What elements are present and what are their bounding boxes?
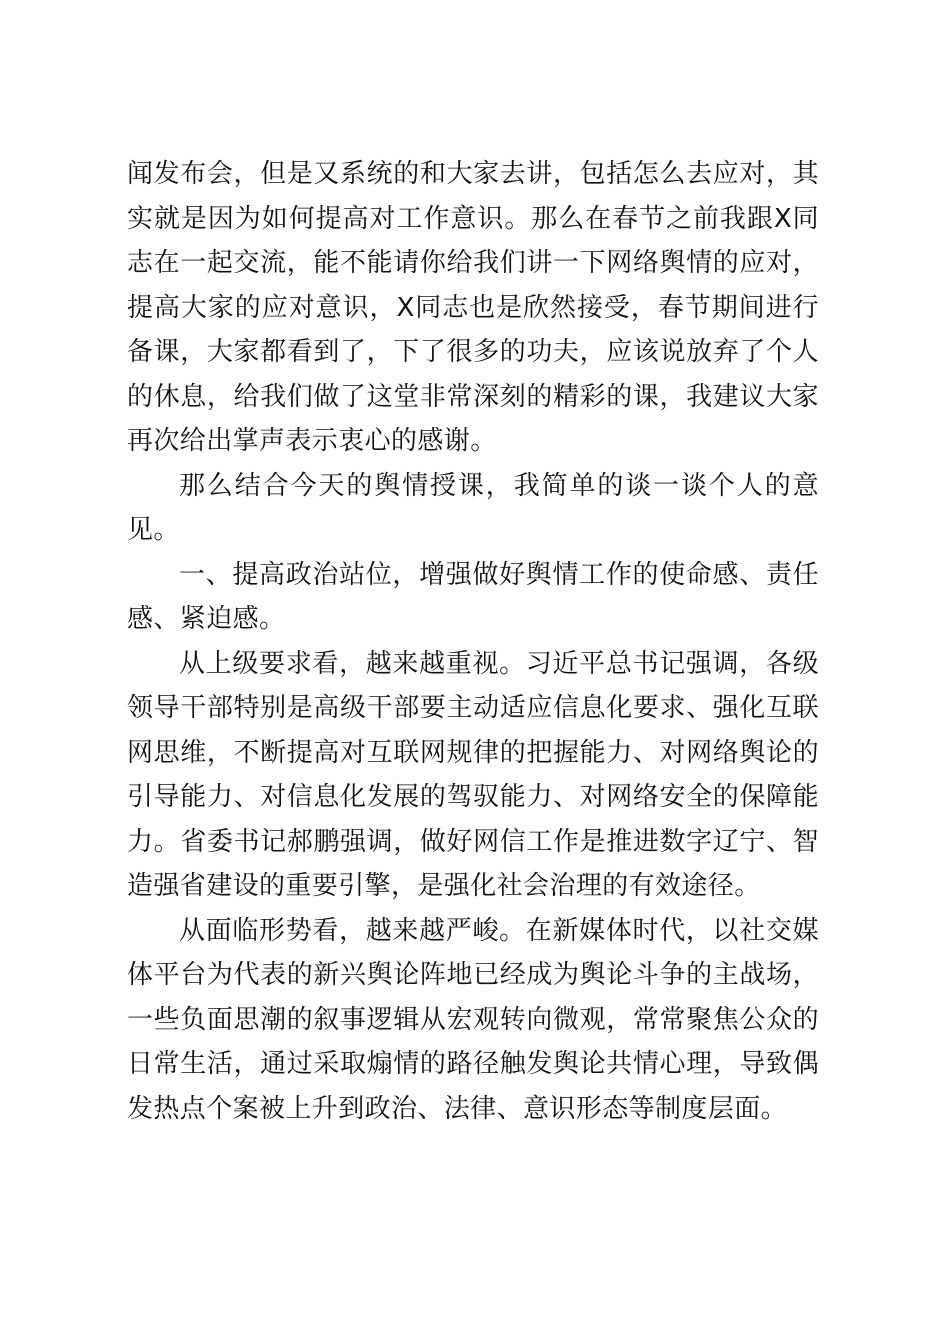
paragraph-intro: 那么结合今天的舆情授课，我简单的谈一谈个人的意见。 [127,470,819,545]
section-heading: 一、提高政治站位，增强做好舆情工作的使命感、责任感、紧迫感。 [127,559,819,634]
document-body [127,152,819,1131]
paragraph-superior-requirements: 从上级要求看，越来越重视。习近平总书记强调，各级领导干部特别是高级干部要主动适应信息化要求、强化互联网思维，不断提高对互联网规律的把握能力、对网络舆论的引导能力、对信息化发展的驾驭能力、对网络安全的保障能力。省委书记郝鹏强调，做好网信工作是推进数字辽宁、智造强省建设的重要引擎，是强化社会治理的有效途径。 [127,648,819,901]
paragraph-situation: 从面临形势看，越来越严峻。在新媒体时代，以社交媒体平台为代表的新兴舆论阵地已经成为舆论斗争的主战场，一些负面思潮的叙事逻辑从宏观转向微观，常常聚焦公众的日常生活，通过采取煽情的路径触发舆论共情心理，导致偶发热点个案被上升到政治、法律、意识形态等制度层面。 [127,915,819,1124]
paragraph-continuation: 闻发布会，但是又系统的和大家去讲，包括怎么去应对，其实就是因为如何提高对工作意识。那么在春节之前我跟X同志在一起交流，能不能请你给我们讲一下网络舆情的应对，提高大家的应对意识，X同志也是欣然接受，春节期间进行备课，大家都看到了，下了很多的功夫，应该说放弃了个人的休息，给我们做了这堂非常深刻的精彩的课，我建议大家再次给出掌声表示衷心的感谢。 [127,159,819,456]
